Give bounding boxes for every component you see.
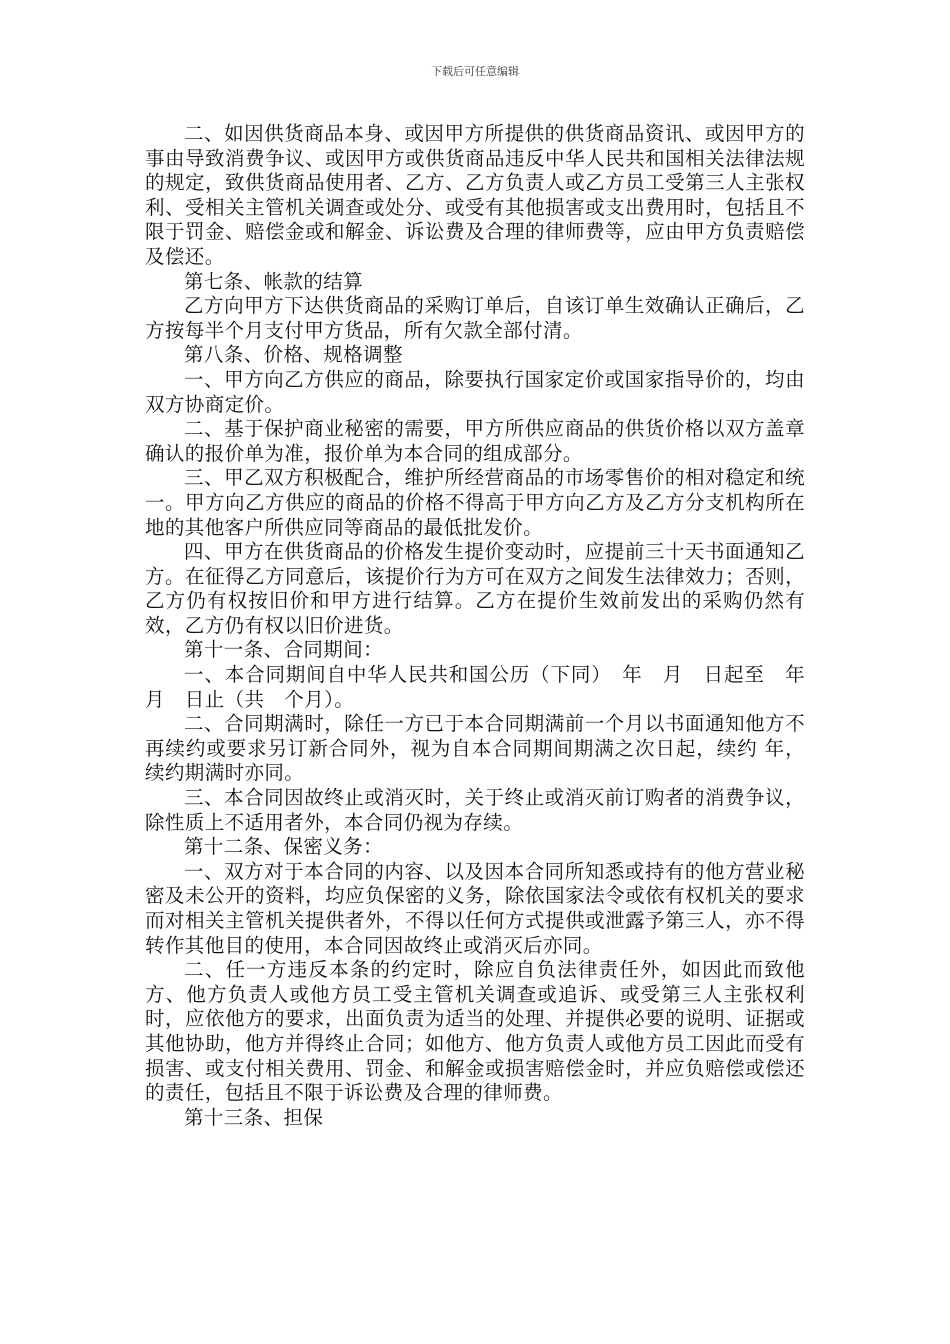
article-12-heading: 第十二条、保密义务： (184, 835, 384, 859)
paragraph-confidentiality-duty: 一、双方对于本合同的内容、以及因本合同所知悉或持有的他方营业秘密及未公开的资料，均应负保密的义务，除依国家法令或依有权机关的要求而对相关主管机关提供者外，不得以任何方式提供或泄露予第三人，亦不得转作其他目的使用，本合同因故终止或消灭后亦同。 (145, 859, 805, 957)
paragraph-price-quotation: 二、基于保护商业秘密的需要，甲方所供应商品的供货价格以双方盖章确认的报价单为准，报价单为本合同的组成部分。 (145, 417, 805, 465)
paragraph-contract-term: 一、本合同期间自中华人民共和国公历（下同） 年 月 日起至 年 月 日止（共 个月）。 (145, 663, 825, 711)
paragraph-termination-survival: 三、本合同因故终止或消灭时，关于终止或消灭前订购者的消费争议，除性质上不适用者外，本合同仍视为存续。 (145, 786, 805, 834)
paragraph-confidentiality-breach: 二、任一方违反本条的约定时，除应自负法律责任外，如因此而致他方、他方负责人或他方员工受主管机关调查或追诉、或受第三人主张权利时，应依他方的要求，出面负责为适当的处理、并提供必要的说明、证据或其他协助，他方并得终止合同；如他方、他方负责人或他方员工因此而受有损害、或支付相关费用、罚金、和解金或损害赔偿金时，并应负赔偿或偿还的责任，包括且不限于诉讼费及合理的律师费。 (145, 958, 805, 1105)
paragraph-price-increase-notice: 四、甲方在供货商品的价格发生提价变动时，应提前三十天书面通知乙方。在征得乙方同意后，该提价行为方可在双方之间发生法律效力；否则，乙方仍有权按旧价和甲方进行结算。乙方在提价生效前发出的采购仍然有效，乙方仍有权以旧价进货。 (145, 540, 805, 637)
document-body (145, 122, 825, 1130)
article-13-heading: 第十三条、担保 (184, 1105, 324, 1129)
paragraph-product-dispute-liability: 二、如因供货商品本身、或因甲方所提供的供货商品资讯、或因甲方的事由导致消费争议、或因甲方或供货商品违反中华人民共和国相关法律法规的规定，致供货商品使用者、乙方、乙方负责人或乙方员工受第三人主张权利、受相关主管机关调查或处分、或受有其他损害或支出费用时，包括且不限于罚金、赔偿金或和解金、诉讼费及合理的律师费等，应由甲方负责赔偿及偿还。 (145, 122, 805, 268)
article-7-heading: 第七条、帐款的结算 (184, 269, 364, 293)
paragraph-retail-price-stability: 三、甲乙双方积极配合，维护所经营商品的市场零售价的相对稳定和统一。甲方向乙方供应的商品的价格不得高于甲方向乙方及乙方分支机构所在地的其他客户所供应同等商品的最低批发价。 (145, 466, 805, 539)
paragraph-contract-renewal: 二、合同期满时，除任一方已于本合同期满前一个月以书面通知他方不再续约或要求另订新合同外，视为自本合同期间期满之次日起，续约 年，续约期满时亦同。 (145, 712, 805, 785)
article-11-heading: 第十一条、合同期间： (184, 638, 384, 662)
page-header-note: 下载后可任意编辑 (431, 65, 519, 78)
article-8-heading: 第八条、价格、规格调整 (184, 343, 403, 367)
paragraph-payment-settlement: 乙方向甲方下达供货商品的采购订单后，自该订单生效确认正确后，乙方按每半个月支付甲方货品，所有欠款全部付清。 (145, 294, 805, 342)
paragraph-price-negotiation: 一、甲方向乙方供应的商品，除要执行国家定价或国家指导价的，均由双方协商定价。 (145, 367, 805, 416)
